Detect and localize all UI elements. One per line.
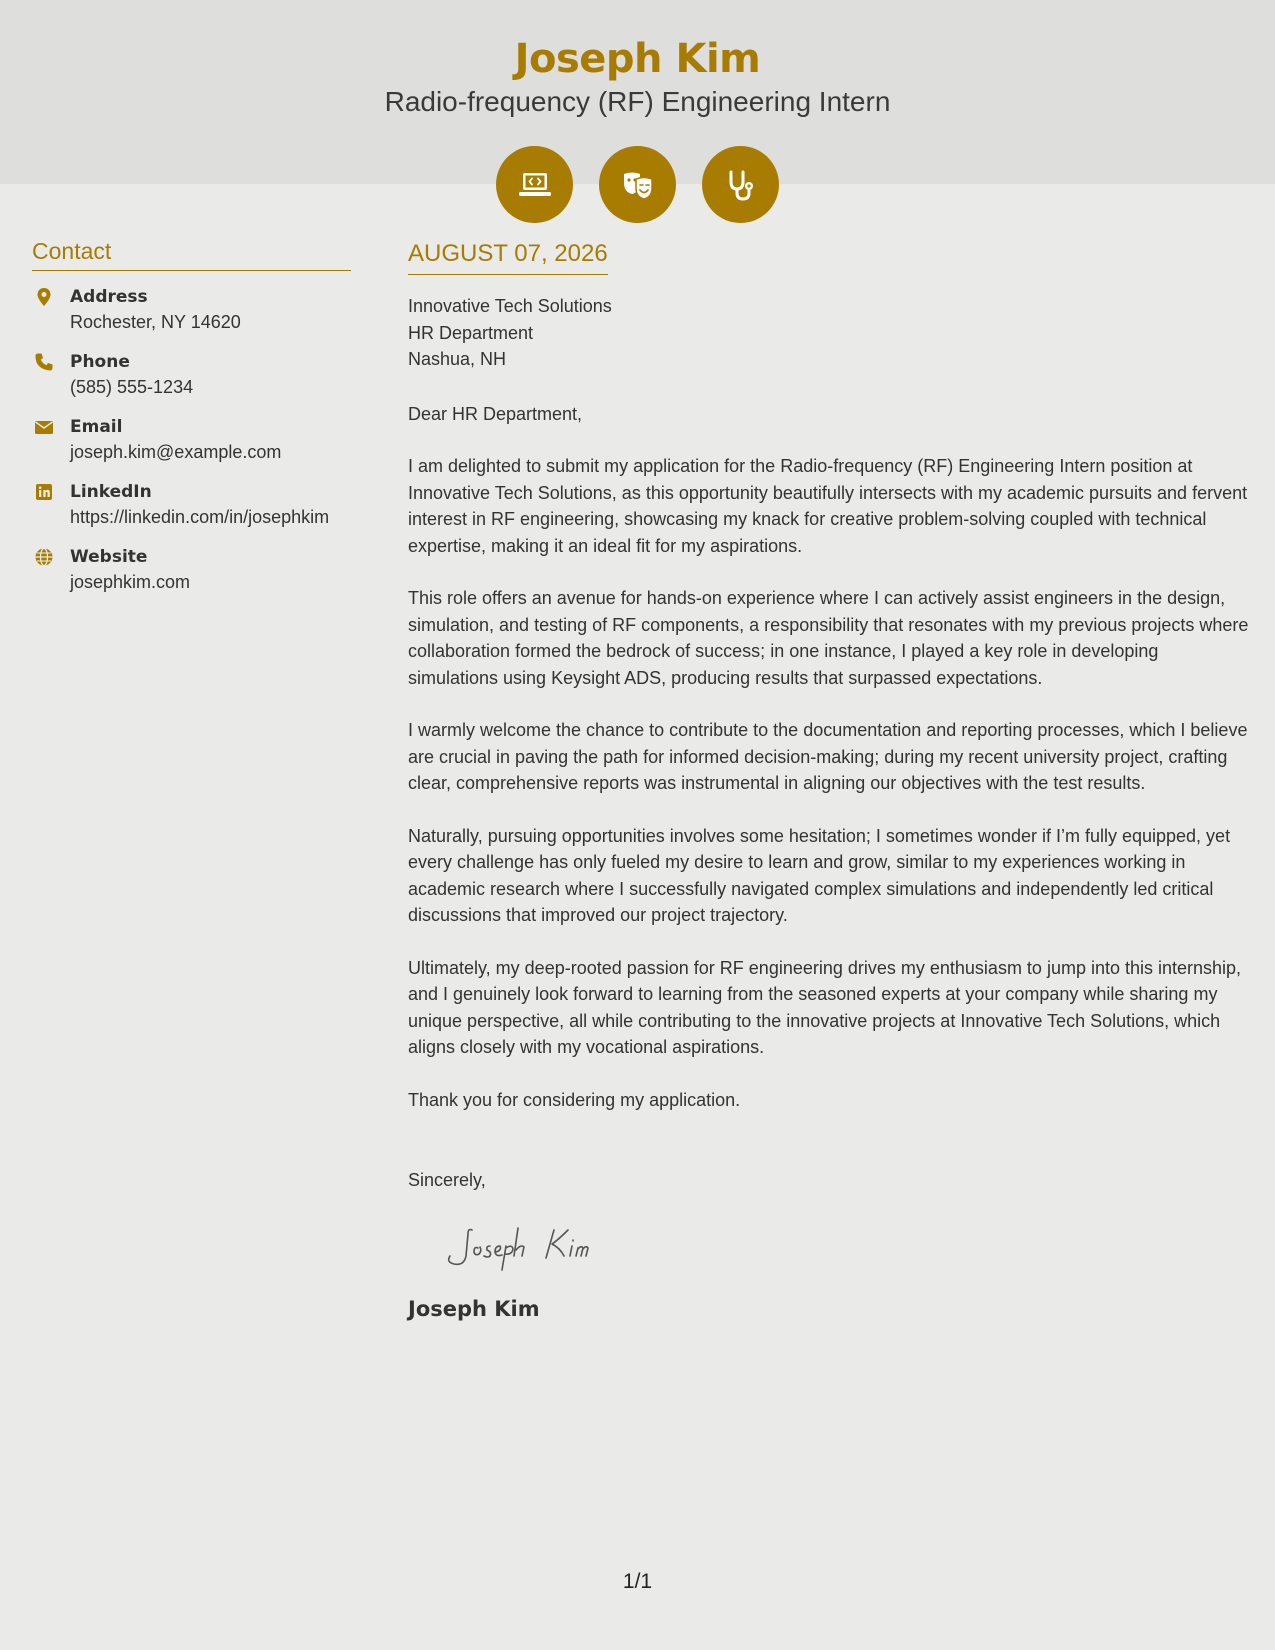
stethoscope-icon [702,146,779,223]
recipient-department: HR Department [408,322,534,343]
contact-linkedin [32,480,351,530]
website-label: Website [70,547,148,567]
signed-name: Joseph Kim [408,1296,540,1321]
recipient-location: Nashua, NH [408,349,507,369]
linkedin-icon [32,480,70,530]
contact-website [32,545,351,595]
linkedin-value[interactable]: https://linkedin.com/in/josephkim [70,507,330,527]
handwritten-signature [442,1216,642,1276]
paragraph: Naturally, pursuing opportunities involves some hesitation; I sometimes wonder if I’m fully equipped, yet every challenge has only fueled my desire to learn and grow, similar to my experiences working in academic research where I successfully navigated complex simulations and independently led critical discussions that improved our project trajectory. [408,825,1231,925]
phone-label: Phone [70,352,130,372]
contact-heading: Contact [32,238,351,271]
paragraph: I warmly welcome the chance to contribute to the documentation and reporting processes, which I believe are crucial in paving the path for informed decision-making; during my recent university project, crafting clear, comprehensive reports was instrumental in aligning our objectives with the test results. [408,720,1248,793]
sidebar [32,238,351,610]
paragraph: I am delighted to submit my application for the Radio-frequency (RF) Engineering Intern position at Innovative Tech Solutions, as this opportunity beautifully intersects with my academic pursuits and fervent interest in RF engineering, showcasing my knack for creative problem-solving coupled with technical expertise, making it an ideal fit for my aspirations. [408,456,1248,556]
recipient-block [408,293,1250,373]
contact-address [32,285,351,335]
phone-value: (585) 555-1234 [70,377,194,397]
email-value[interactable]: joseph.kim@example.com [70,442,282,462]
applicant-name: Joseph Kim [514,36,761,82]
paragraph: Thank you for considering my application. [408,1089,741,1110]
laptop-code-icon [496,146,573,223]
closing: Sincerely, [408,1170,486,1190]
paragraph: Ultimately, my deep-rooted passion for RF engineering drives my enthusiasm to jump into this internship, and I genuinely look forward to learning from the seasoned experts at your company while sharing my unique perspective, all while contributing to the innovative projects at Innovative Tech Solutions, which aligns closely with my vocational aspirations. [408,957,1242,1057]
email-label: Email [70,417,123,437]
interest-icons [496,146,779,223]
address-label: Address [70,287,148,307]
page-number: 1/1 [622,1570,653,1593]
website-value[interactable]: josephkim.com [70,572,191,592]
contact-email [32,415,351,465]
contact-phone [32,350,351,400]
paragraph: This role offers an avenue for hands-on experience where I can actively assist engineers in the design, simulation, and testing of RF components, a responsibility that resonates with my previous projects where collaboration formed the bedrock of success; in one instance, I played a key role in developing simulations using Keysight ADS, producing results that surpassed expectations. [408,588,1249,688]
envelope-icon [32,415,70,465]
theater-masks-icon [599,146,676,223]
linkedin-label: LinkedIn [70,482,152,502]
job-title: Radio-frequency (RF) Engineering Intern [384,86,891,117]
phone-icon [32,350,70,400]
address-value: Rochester, NY 14620 [70,312,241,332]
salutation: Dear HR Department, [408,403,583,424]
letter-date: AUGUST 07, 2026 [408,240,608,275]
globe-icon [32,545,70,595]
map-pin-icon [32,285,70,335]
recipient-company: Innovative Tech Solutions [408,296,612,316]
letter-body [408,240,1250,1321]
